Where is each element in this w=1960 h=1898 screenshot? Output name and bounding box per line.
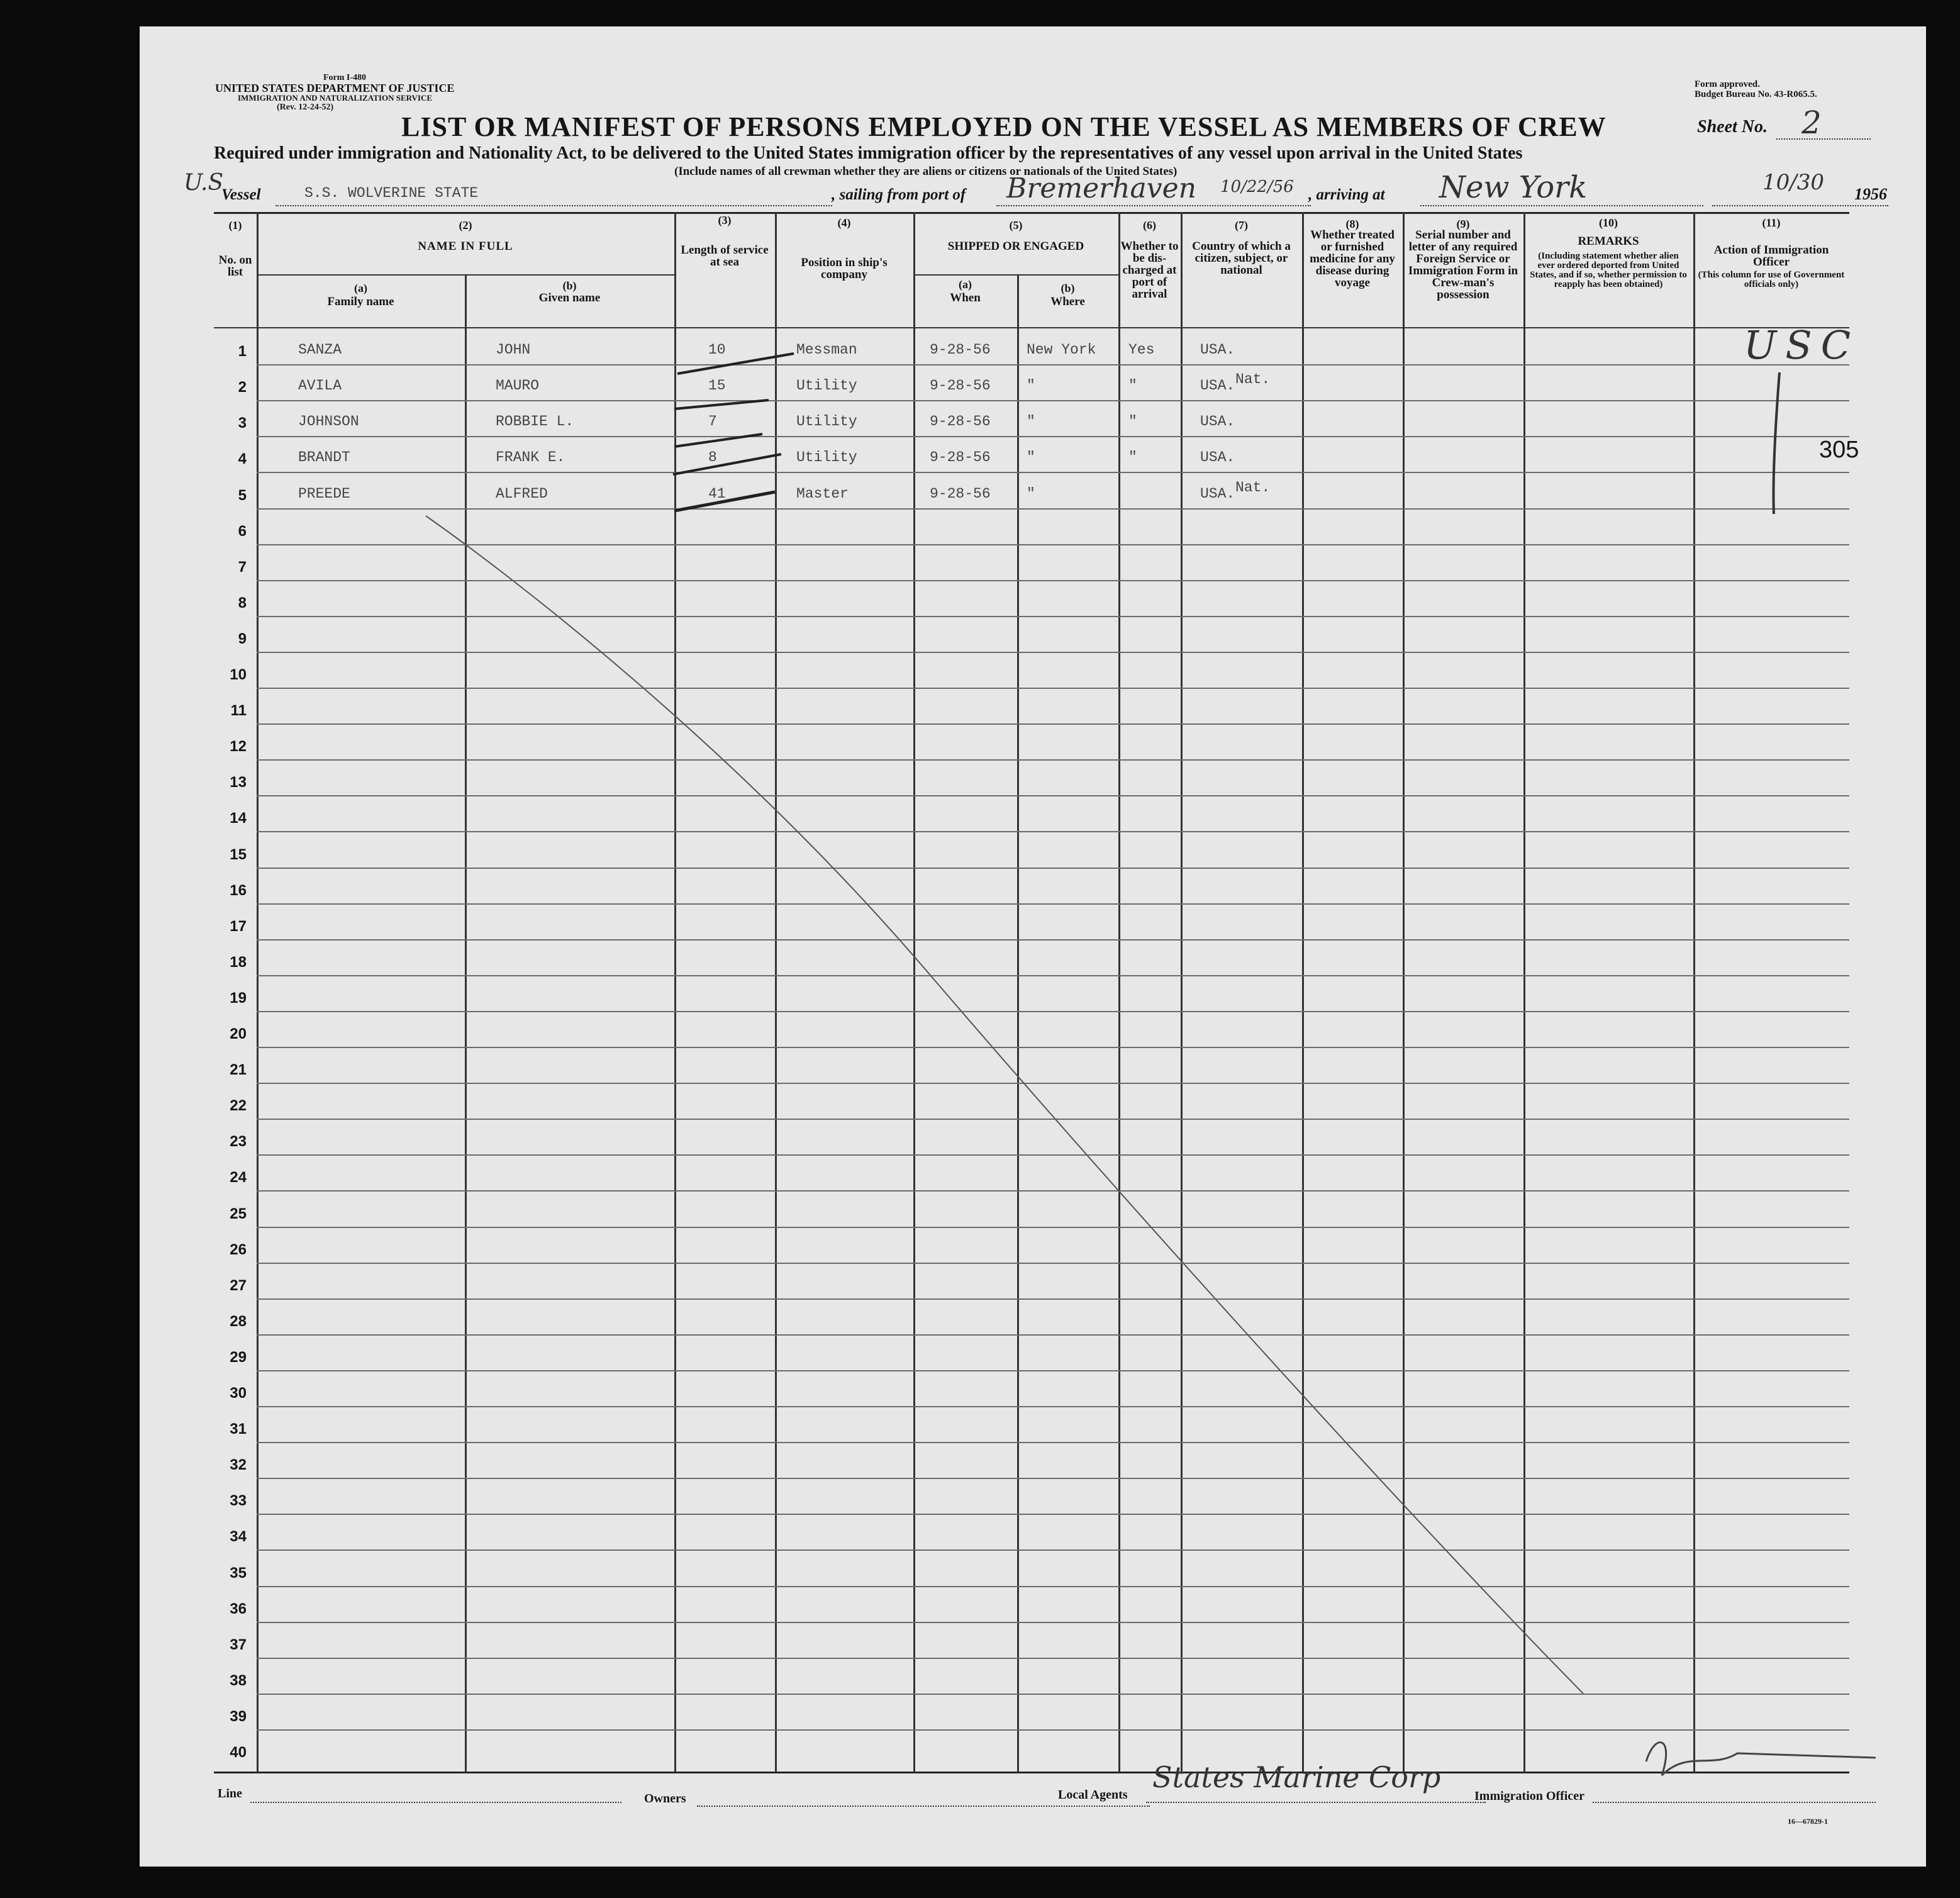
local-agents-field <box>1146 1802 1486 1803</box>
row-number: 23 <box>230 1133 247 1151</box>
port-to: New York <box>1439 170 1588 205</box>
col2-label: NAME IN FULL <box>418 240 513 253</box>
col6-num: (6) <box>1143 219 1156 232</box>
col1-num: (1) <box>228 219 242 232</box>
row-number: 9 <box>238 630 247 647</box>
crew-given: ROBBIE L. <box>496 413 574 430</box>
col2a-label: Family name <box>327 295 394 308</box>
officer-count: 305 <box>1819 437 1859 463</box>
crew-given: JOHN <box>496 342 531 359</box>
row-number: 15 <box>230 846 247 863</box>
crew-position: Messman <box>796 342 857 359</box>
crew-family: SANZA <box>298 342 342 359</box>
service-slash-4 <box>673 454 781 474</box>
officer-field <box>1593 1802 1876 1803</box>
print-code: 16—67829-1 <box>1788 1817 1828 1826</box>
crew-country: USA. <box>1200 377 1235 394</box>
col11-label: Action of Immigration Officer <box>1713 243 1829 269</box>
form-number: Form I-480 <box>323 73 367 82</box>
row-number: 30 <box>230 1385 247 1402</box>
col9-label: Serial number and letter of any required Foreign Service or Immigration Form in Crew-man's possession <box>1408 228 1518 301</box>
crew-country: USA. <box>1200 449 1235 466</box>
row-number: 1 <box>238 343 247 360</box>
col10-label: REMARKS <box>1578 235 1639 248</box>
service-slash-5 <box>674 492 775 511</box>
row-number: 18 <box>230 953 247 971</box>
row-number: 20 <box>230 1025 247 1042</box>
manifest-sheet <box>140 26 1926 1867</box>
col5-label: SHIPPED OR ENGAGED <box>947 240 1084 253</box>
row-number: 31 <box>230 1421 247 1438</box>
row-number: 10 <box>230 666 247 683</box>
local-agents-label: Local Agents <box>1058 1788 1128 1802</box>
crew-family: JOHNSON <box>298 413 359 430</box>
crew-discharged: " <box>1128 449 1137 466</box>
owners-field <box>697 1806 1150 1807</box>
sheet-label: Sheet No. <box>1697 117 1768 137</box>
crew-where: " <box>1027 377 1035 394</box>
row-number: 4 <box>238 450 247 468</box>
officer-signature <box>1646 1743 1876 1775</box>
crew-family: PREEDE <box>298 485 350 502</box>
page-title: LIST OR MANIFEST OF PERSONS EMPLOYED ON THE VESSEL AS MEMBERS OF CREW <box>401 111 1606 142</box>
crew-discharged: " <box>1128 413 1137 430</box>
crew-when: 9-28-56 <box>930 485 991 502</box>
crew-discharged: " <box>1128 377 1137 394</box>
row-number: 27 <box>230 1276 247 1294</box>
col3-label: Length of service at sea <box>681 243 769 269</box>
row-number: 17 <box>230 917 247 935</box>
row-number: 26 <box>230 1241 247 1258</box>
crew-where: " <box>1027 449 1035 466</box>
crew-where: New York <box>1027 342 1096 359</box>
col5b-label: Where <box>1050 295 1085 308</box>
crew-nat: Nat. <box>1235 371 1271 388</box>
row-number: 7 <box>238 558 247 576</box>
form-note: (Include names of all crewman whether they are aliens or citizens or nationals of the United States) <box>674 165 1178 178</box>
crew-family: AVILA <box>298 377 342 394</box>
row-number: 34 <box>230 1528 247 1546</box>
row-number: 6 <box>238 522 247 540</box>
form-approved: Form approved. <box>1695 79 1760 89</box>
owners-label: Owners <box>644 1792 686 1806</box>
crew-when: 9-28-56 <box>930 377 991 394</box>
service-slash-2 <box>674 400 769 409</box>
port-from-date: 10/22/56 <box>1220 177 1294 196</box>
row-number: 32 <box>230 1456 247 1474</box>
row-number: 21 <box>230 1061 247 1079</box>
crew-position: Master <box>796 485 849 502</box>
crew-discharged: Yes <box>1128 342 1155 359</box>
line-field <box>250 1802 621 1803</box>
col3-num: (3) <box>718 214 732 226</box>
row-number: 38 <box>230 1672 247 1689</box>
col2b-label: Given name <box>538 291 601 304</box>
crew-position: Utility <box>796 449 857 466</box>
row-number: 29 <box>230 1348 247 1366</box>
service-slash-3 <box>674 434 762 447</box>
port-from: Bremerhaven <box>1006 172 1197 204</box>
revision: (Rev. 12-24-52) <box>277 103 334 112</box>
col5-num: (5) <box>1009 219 1023 232</box>
row-number: 13 <box>230 774 247 791</box>
officer-bracket-mark <box>1773 372 1779 514</box>
form-subtitle: Required under immigration and Nationality Act, to be delivered to the United States immigration officer by the representatives of any vessel upon arrival in the United States <box>214 143 1523 163</box>
crew-country: USA. <box>1200 342 1235 359</box>
crew-when: 9-28-56 <box>930 413 991 430</box>
row-number: 16 <box>230 881 247 899</box>
col10-num: (10) <box>1599 216 1618 229</box>
crew-given: FRANK E. <box>496 449 565 466</box>
us-mark: U.S <box>184 170 224 196</box>
row-number: 8 <box>238 594 247 611</box>
col7-num: (7) <box>1235 219 1248 232</box>
col5b-num: (b) <box>1061 282 1075 294</box>
crew-service: 7 <box>708 413 717 430</box>
officer-label: Immigration Officer <box>1474 1789 1584 1803</box>
crew-nat: Nat. <box>1235 479 1271 496</box>
col2-num: (2) <box>459 219 472 232</box>
crew-service: 41 <box>708 485 726 502</box>
row-number: 19 <box>230 989 247 1007</box>
cancel-diagonal-line <box>426 516 1583 1694</box>
row-number: 11 <box>230 702 247 720</box>
crew-given: ALFRED <box>496 485 548 502</box>
col8-num: (8) <box>1345 218 1359 230</box>
handwritten-strokes <box>140 26 1926 1867</box>
col11-num: (11) <box>1762 216 1781 229</box>
col4-label: Position in ship's company <box>801 256 888 281</box>
officer-stamp: USC <box>1744 322 1860 368</box>
arriving-label: , arriving at <box>1308 186 1385 203</box>
row-number: 24 <box>230 1169 247 1186</box>
row-number: 39 <box>230 1707 247 1725</box>
col9-num: (9) <box>1456 218 1470 230</box>
crew-where: " <box>1027 413 1035 430</box>
crew-country: USA. <box>1200 413 1235 430</box>
arrival-date: 10/30 <box>1762 170 1824 195</box>
arrival-year: 1956 <box>1854 185 1887 203</box>
row-number: 35 <box>230 1564 247 1582</box>
service-slash-1 <box>677 354 794 374</box>
col11-sub: (This column for use of Government officials only) <box>1698 270 1845 289</box>
col5a-num: (a) <box>959 278 972 291</box>
col8-label: Whether treated or furnished medicine for any disease during voyage <box>1310 228 1395 289</box>
col1-label: No. on list <box>218 254 252 279</box>
row-number: 28 <box>230 1312 247 1330</box>
col2b-num: (b) <box>562 279 577 292</box>
crew-where: " <box>1027 485 1035 502</box>
row-number: 25 <box>230 1205 247 1222</box>
row-number: 36 <box>230 1600 247 1617</box>
budget-bureau: Budget Bureau No. 43-R065.5. <box>1695 89 1817 99</box>
crew-given: MAURO <box>496 377 540 394</box>
row-number: 22 <box>230 1097 247 1115</box>
row-number: 14 <box>230 810 247 827</box>
row-number: 12 <box>230 738 247 756</box>
row-number: 40 <box>230 1744 247 1761</box>
row-number: 37 <box>230 1636 247 1653</box>
line-label: Line <box>218 1787 242 1800</box>
row-number: 3 <box>238 415 247 432</box>
vessel-label: Vessel <box>221 186 261 203</box>
col2a-num: (a) <box>354 282 367 294</box>
crew-when: 9-28-56 <box>930 449 991 466</box>
row-number: 33 <box>230 1492 247 1510</box>
row-number: 2 <box>238 379 247 396</box>
row-number: 5 <box>238 486 247 504</box>
sailing-label: , sailing from port of <box>832 186 966 203</box>
crew-when: 9-28-56 <box>930 342 991 359</box>
col4-num: (4) <box>837 216 851 229</box>
col5a-label: When <box>950 291 981 304</box>
crew-family: BRANDT <box>298 449 350 466</box>
crew-service: 10 <box>708 342 726 359</box>
col6-label: Whether to be dis-charged at port of arrival <box>1120 240 1179 301</box>
department: UNITED STATES DEPARTMENT OF JUSTICE <box>215 82 455 94</box>
crew-service: 8 <box>708 449 717 466</box>
crew-country: USA. <box>1200 485 1235 502</box>
col10-sub: (Including statement whether alien ever ordered deported from United States, and if so, whether permission to reapply has been obtained) <box>1530 251 1687 289</box>
vessel-name: S.S. WOLVERINE STATE <box>304 185 479 201</box>
local-agents-value: States Marine Corp <box>1152 1760 1441 1794</box>
crew-position: Utility <box>796 413 857 430</box>
crew-position: Utility <box>796 377 857 394</box>
sheet-no: 2 <box>1801 104 1822 141</box>
col7-label: Country of which a citizen, subject, or national <box>1192 240 1291 277</box>
crew-service: 15 <box>708 377 726 394</box>
service: IMMIGRATION AND NATURALIZATION SERVICE <box>238 93 433 103</box>
